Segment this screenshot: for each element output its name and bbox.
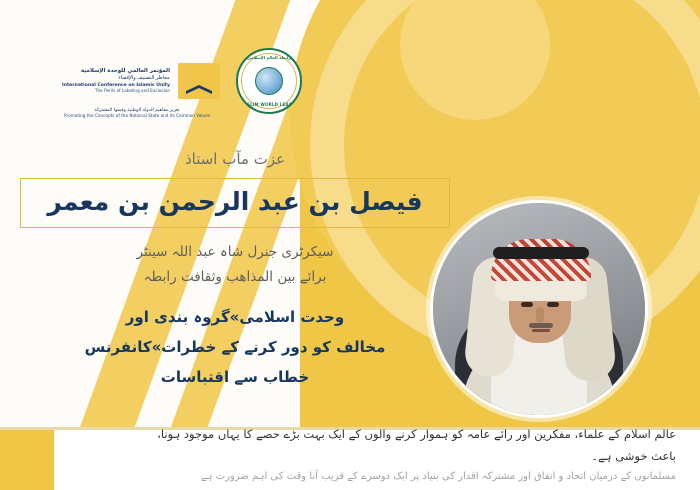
speaker-role: [0, 240, 470, 290]
globe-emblem-icon: [255, 67, 283, 95]
logo-row: [62, 48, 302, 114]
mwl-logo: [236, 48, 302, 114]
conference-logo-text: [62, 68, 170, 93]
conference-logo: [62, 61, 222, 101]
conference-english-line1: International Conference on Islamic Unity: [62, 82, 170, 88]
quote-title-line1: وحدت اسلامی»گروہ بندی اور: [125, 307, 345, 326]
speaker-name: فیصل بن عبد الرحمن بن معمر: [47, 187, 423, 216]
quote-paragraph: [70, 424, 676, 486]
conference-caption-english: Promoting the Concepts of the National State and its Common Values: [64, 113, 210, 118]
portrait-igal-cord: [493, 247, 589, 259]
honorific-text: عزت مآب استاذ: [184, 150, 286, 168]
conference-arabic-line1: المؤتمر العالمي للوحدة الإسلامية: [80, 68, 170, 75]
portrait-eye-left: [521, 302, 533, 307]
conference-caption: [62, 108, 212, 118]
portrait-eye-right: [547, 302, 559, 307]
crescent-book-emblem-icon: [176, 61, 222, 101]
portrait-mouth: [532, 329, 550, 332]
portrait-moustache: [529, 323, 553, 328]
speaker-role-line2: برائے بین المذاهب وثقافت رابطہ: [143, 268, 327, 285]
quote-paragraph-line3: مسلمانوں کے درمیان اتحاد و اتفاق اور مشترکہ اقدار کی بنیاد پر ایک دوسرے کے قریب آنا وقت کی اہم ضرورت ہے: [200, 471, 676, 482]
conference-english-line2: The Perils of Labeling and Exclusion: [94, 88, 170, 94]
conference-arabic-line2: مخاطر التصنيف والإقصاء: [118, 75, 170, 82]
quote-title-line3: خطاب سے اقتباسات: [160, 367, 310, 386]
quote-paragraph-line1: عالم اسلام کے علماء، مفکرین اور رائے عامہ کو ہموار کرنے والوں کے ایک بہت بڑے حصے کا یہاں موجود ہونا،: [157, 427, 676, 442]
mwl-arabic-top: رابطة العالم الإسلامي: [247, 55, 291, 60]
speaker-portrait: [430, 200, 648, 418]
mwl-english-bottom: MUSLIM WORLD LEAGUE: [239, 102, 299, 107]
conference-caption-arabic: تعزيز مفاهيم الدولة الوطنية وقيمها المشتركة: [94, 108, 180, 113]
headline-block: [0, 150, 470, 392]
portrait-nose: [536, 307, 544, 323]
speaker-role-line1: سیکرٹری جنرل شاہ عبد اللہ سینٹر: [136, 244, 334, 260]
conference-quote-title: [0, 302, 470, 392]
footer-gold-tab: [0, 430, 54, 490]
quote-title-line2: مخالف کو دور کرنے کے خطرات»کانفرنس: [84, 337, 386, 356]
name-frame: [20, 178, 449, 228]
quote-paragraph-line2: باعث خوشی ہے۔: [591, 449, 676, 464]
